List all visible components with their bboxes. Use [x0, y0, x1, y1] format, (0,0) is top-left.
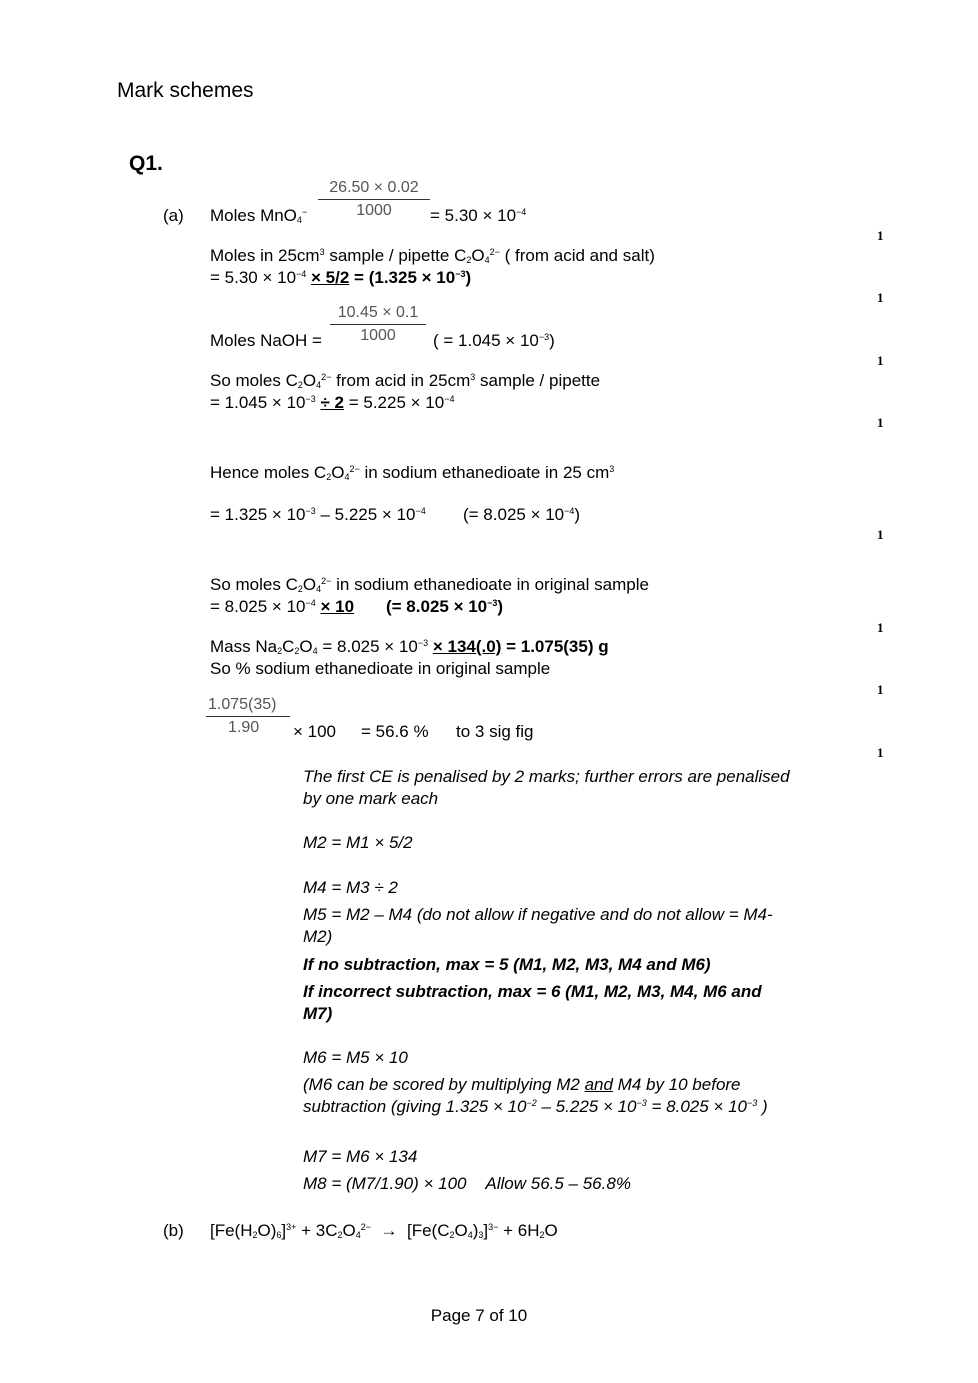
part-a-label: (a)	[163, 206, 184, 225]
note-no-subtraction: If no subtraction, max = 5 (M1, M2, M3, M4 and M6)	[303, 955, 711, 974]
mark-2: 1	[877, 290, 884, 305]
note-m6-alternative: (M6 can be scored by multiplying M2 and M4 by 10 before subtraction (giving $1.325 \times 10^{-2} - 5.225 \times 10^{-3} = 8.025 \times 10^{-3}$ )	[303, 1075, 768, 1116]
note-m2: M2 = M1 × 5/2	[303, 833, 413, 852]
mark-1: 1	[877, 228, 884, 243]
moles-mno4-label: Moles MnO$_4$−	[210, 206, 308, 225]
percent-result: = 56.6 %	[361, 722, 429, 741]
moles-original-calc: = $8.025 \times 10^{-4} \times 10$	[210, 597, 355, 616]
times-100: × 100	[293, 722, 337, 741]
reaction-arrow-icon: →	[380, 1221, 398, 1240]
mark-7: 1	[877, 682, 884, 697]
page-heading: Mark schemes	[117, 79, 254, 102]
mark-6: 1	[877, 620, 884, 635]
page-number: Page 7 of 10	[430, 1306, 528, 1325]
fraction-denominator: 1.90	[228, 719, 260, 736]
mark-4: 1	[877, 415, 884, 430]
note-incorrect-subtraction: If incorrect subtraction, max = 6 (M1, M2, M3, M4, M6 and M7)	[303, 982, 762, 1023]
naoh-fraction	[330, 304, 426, 345]
moles-from-acid-calc: = $1.045 \times 10^{-3} \div 2 = 5.225 \times 10^{-4}$	[210, 393, 455, 412]
moles-in-sample-line: Moles in $25cm^3$ sample / pipette $C_2O_4^{2-}$ ( from acid and salt)	[210, 246, 655, 265]
note-m7: M7 = M6 × 134	[303, 1147, 418, 1166]
hence-moles-line: Hence moles $C_2O_4^{2-}$ in sodium ethanedioate in 25 $cm^3$	[210, 463, 615, 482]
naoh-result: ( = $1.045 \times 10^{-3}$)	[433, 331, 555, 350]
equation: $[Fe(H_2O)_6]^{3+} + 3C_2O_4^{2-} \to [Fe(C_2O_4)_3]^{3-} + 6H_2O$	[210, 1221, 558, 1240]
question-label: Q1.	[129, 152, 163, 175]
moles-from-acid-line: So moles $C_2O_4^{2-}$ from acid in $25cm^3$ sample / pipette	[210, 371, 601, 390]
fraction-numerator: 26.50 × 0.02	[318, 179, 430, 200]
note-m5: M5 = M2 – M4 (do not allow if negative and do not allow = M4-M2)	[303, 905, 773, 946]
fraction-numerator: 10.45 × 0.1	[330, 304, 426, 325]
mno4-result: = $5.30 \times 10^{-4}$	[430, 206, 527, 225]
mark-3: 1	[877, 353, 884, 368]
mass-calc: Mass $Na_2C_2O_4 = 8.025 \times 10^{-3} \times 134(.0) = 1.075(35)$ g	[210, 637, 609, 656]
moles-original-line: So moles $C_2O_4^{2-}$ in sodium ethanedioate in original sample	[210, 575, 649, 594]
moles-in-sample-calc: = $5.30 \times 10^{-4} \times 5/2 = (1.325 \times 10^{-3})$	[210, 268, 472, 287]
fraction-denominator: 1000	[356, 202, 392, 219]
percent-fraction	[206, 696, 290, 737]
note-m6: M6 = M5 × 10	[303, 1048, 408, 1067]
subtraction-result: (= $8.025 \times 10^{-4}$)	[463, 505, 581, 524]
moles-naoh-label: Moles NaOH =	[210, 331, 322, 350]
subtraction-calc: = $1.325 \times 10^{-3} - 5.225 \times 10^{-4}$	[210, 505, 426, 524]
fraction-numerator: 1.075(35)	[206, 696, 290, 717]
sig-fig-note: to 3 sig fig	[456, 722, 534, 741]
fraction-denominator: 1000	[360, 327, 396, 344]
part-b-label: (b)	[163, 1221, 184, 1240]
mark-5: 1	[877, 527, 884, 542]
note-ce-penalty: The first CE is penalised by 2 marks; further errors are penalised by one mark each	[303, 767, 790, 808]
note-m4: M4 = M3 ÷ 2	[303, 878, 398, 897]
mno4-fraction	[318, 179, 430, 220]
note-m8: M8 = (M7/1.90) × 100 Allow 56.5 – 56.8%	[303, 1174, 631, 1193]
percent-label: So % sodium ethanedioate in original sample	[210, 659, 551, 678]
mark-8: 1	[877, 745, 884, 760]
moles-original-result: (= $8.025 \times 10^{-3}$)	[386, 597, 504, 616]
